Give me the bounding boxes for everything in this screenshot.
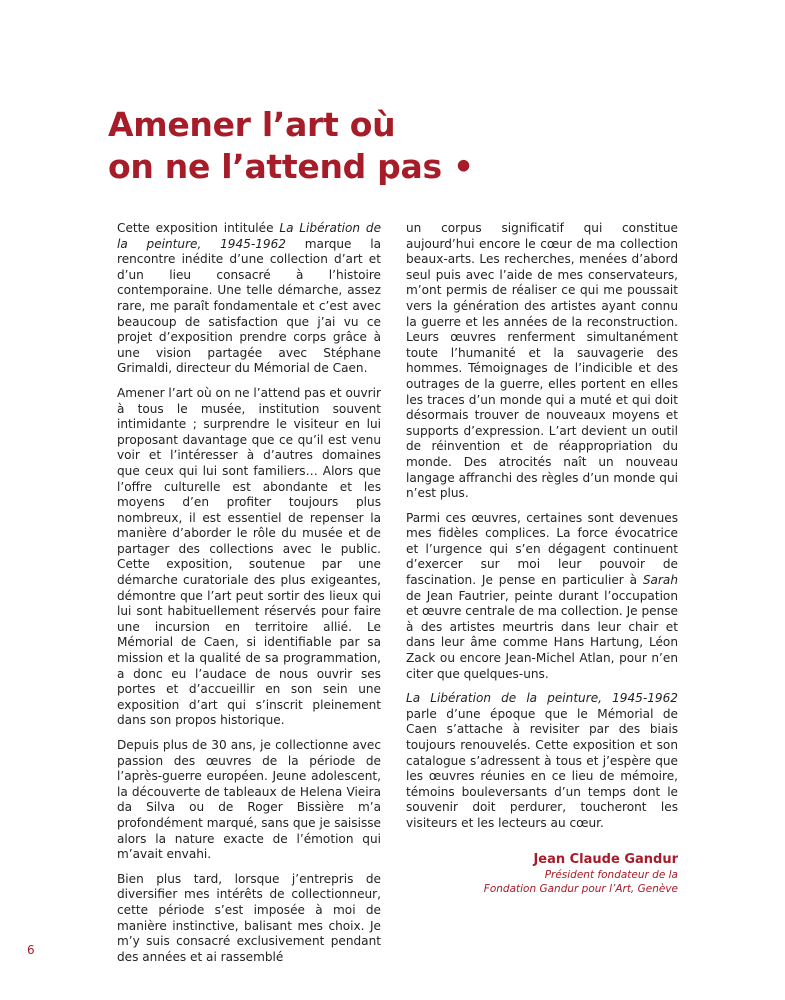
paragraph <box>117 221 381 377</box>
text-run: marque la rencontre inédite d’une collection d’art et d’un lieu consacré à l’histoire contemporaine. Une telle démarche, assez rare, me paraît fondamentale et c’est avec beaucoup de satisfaction que j’ai vu ce projet d’exposition prendre corps grâce à une vision partagée avec Stéphane Grimaldi, directeur du Mémorial de Caen. <box>117 236 381 376</box>
paragraph <box>406 511 678 683</box>
paragraph: un corpus significatif qui constitue aujourd’hui encore le cœur de ma collection beaux-arts. Les recherches, menées d’abord seul puis avec l’aide de mes conservateurs, m’ont permis de réaliser ce qui me poussait vers la génération des artistes ayant connu la guerre et les années de la reconstruction. Leurs œuvres renferment simultanément toute l’humanité et la sauvagerie des hommes. Témoignages de l’indicible et des outrages de la guerre, elles portent en elles les traces d’un monde qui a muté et qui doit désormais trouver de nouveaux moyens et supports d’expression. L’art devient un outil de réinvention et de réappropriation du monde. Des atrocités naît un nouveau langage affranchi des règles d’un monde qui n’est plus. <box>406 221 678 501</box>
author-role-line-2: Fondation Gandur pour l’Art, Genève <box>483 883 678 895</box>
paragraph: Bien plus tard, lorsque j’entrepris de diversifier mes intérêts de collectionneur, cette période s’est imposée à moi de manière instinctive, balisant mes choix. Je m’y suis consacré exclusivement pendant des années et ai rassemblé <box>117 871 381 964</box>
signature-block <box>406 851 678 896</box>
right-column <box>406 221 678 832</box>
text-run: de Jean Fautrier, peinte durant l’occupation et œuvre centrale de ma collection. Je pense à des artistes meurtris dans leur chair et dans leur âme comme Hans Hartung, Léon Zack ou encore Jean-Michel Atlan, pour n’en citer que quelques-uns. <box>406 588 678 681</box>
page-number: 6 <box>27 943 35 957</box>
paragraph <box>406 691 678 831</box>
exhibition-title-italic: La Libération de la peinture, 1945-1962 <box>117 221 382 251</box>
artwork-title-italic: Sarah <box>642 573 678 588</box>
article-title <box>108 104 708 188</box>
paragraph: Depuis plus de 30 ans, je collectionne avec passion des œuvres de la période de l’après-guerre européen. Jeune adolescent, la découverte de tableaux de Helena Vieira da Silva ou de Roger Bissière m’a profondément marqué, sans que je saisisse alors la nature exacte de l’émotion qui m’avait envahi. <box>117 738 381 862</box>
author-name: Jean Claude Gandur <box>533 852 678 867</box>
left-column <box>117 221 381 965</box>
title-line-2: on ne l’attend pas • <box>108 147 474 186</box>
text-run: parle d’une époque que le Mémorial de Caen s’attache à revisiter par des biais toujours renouvelés. Cette exposition et son catalogue s’adressent à tous et j’espère que les œuvres réunies en ce lieu de mémoire, témoins bouleversants d’un temps dont le souvenir doit perdurer, toucheront les visiteurs et les lecteurs au cœur. <box>406 706 678 830</box>
text-run: Cette exposition intitulée <box>117 221 280 235</box>
paragraph: Amener l’art où on ne l’attend pas et ouvrir à tous le musée, institution souvent intimidante ; surprendre le visiteur en lui proposant davantage que ce qu’il est venu voir et l’intéresser à d’autres domaines que ceux qui lui sont familiers… Alors que l’offre culturelle est abondante et les moyens d’en profiter toujours plus nombreux, il est essentiel de repenser la manière d’aborder le rôle du musée et de partager des collections avec le public. Cette exposition, soutenue par une démarche curatoriale des plus exigeantes, démontre que l’art peut sortir des lieux qui lui sont habituellement réservés pour faire une incursion en territoire allié. Le Mémorial de Caen, si identifiable par sa mission et la qualité de sa programmation, a donc eu l’audace de nous ouvrir ses portes et d’accueillir en son sein une exposition d’art qui s’inscrit pleinement dans son propos historique. <box>117 385 381 728</box>
exhibition-title-italic: La Libération de la peinture, 1945-1962 <box>406 691 678 706</box>
text-run: Parmi ces œuvres, certaines sont devenues mes fidèles complices. La force évocatrice et l’urgence qui s’en dégagent continuent d’exercer sur moi leur pouvoir de fascination. Je pense en particulier à <box>406 510 678 588</box>
author-role-line-1: Président fondateur de la <box>544 869 678 881</box>
title-line-1: Amener l’art où <box>108 105 396 144</box>
